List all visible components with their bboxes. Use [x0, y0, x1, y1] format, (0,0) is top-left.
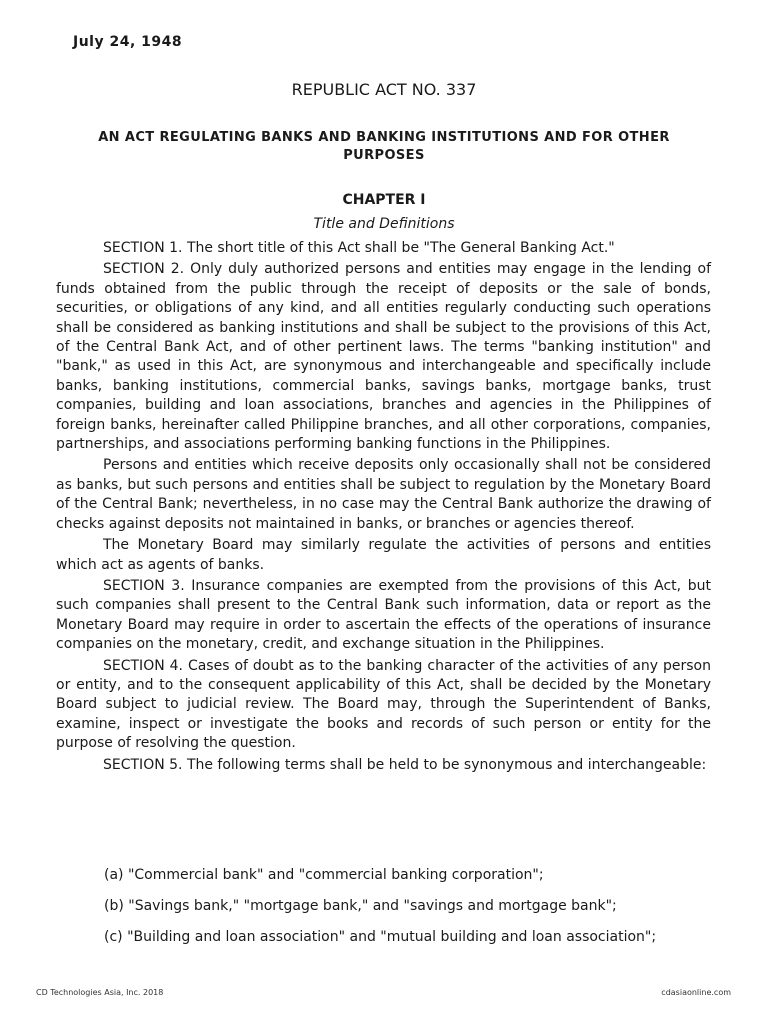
section-5-clauses	[104, 866, 675, 959]
chapter-subheading: Title and Definitions	[313, 216, 455, 232]
section-5: SECTION 5. The following terms shall be held to be synonymous and interchangeable:	[103, 756, 707, 773]
clause-a: (a) "Commercial bank" and "commercial banking corporation";	[104, 867, 544, 883]
section-4: SECTION 4. Cases of doubt as to the banking character of the activities of any person or entity, and to the consequent applicability of this Act, shall be decided by the Monetary Board subject to judicial review. The Board may, through the Superintendent of Banks, examine, inspect or investigate the books and records of such person or entity for the purpose of resolving the question.	[56, 657, 711, 752]
act-number: REPUBLIC ACT NO. 337	[291, 80, 477, 99]
act-title: AN ACT REGULATING BANKS AND BANKING INSTITUTIONS AND FOR OTHER PURPOSES	[98, 130, 670, 163]
section-2-paragraph-2: Persons and entities which receive deposits only occasionally shall not be considered as banks, but such persons and entities shall be subject to regulation by the Monetary Board of the Central Bank; nevertheless, in no case may the Central Bank authorize the drawing of checks against deposits not maintained in banks, or branches or agencies thereof.	[56, 457, 711, 532]
clause-c: (c) "Building and loan association" and "mutual building and loan association";	[104, 929, 657, 945]
chapter-heading: CHAPTER I	[342, 192, 426, 208]
document-body	[56, 239, 711, 777]
footer-publisher: CD Technologies Asia, Inc. 2018	[36, 988, 164, 997]
section-1: SECTION 1. The short title of this Act shall be "The General Banking Act."	[103, 240, 615, 256]
section-2: SECTION 2. Only duly authorized persons and entities may engage in the lending of funds obtained from the public through the receipt of deposits or the sale of bonds, securities, or obligations of any kind, and all entities regularly conducting such operations shall be considered as banking institutions and shall be subject to the provisions of this Act, of the Central Bank Act, and of other pertinent laws. The terms "banking institution" and "bank," as used in this Act, are synonymous and interchangeable and specifically include banks, banking institutions, commercial banks, savings banks, mortgage banks, trust companies, building and loan associations, branches and agencies in the Philippines of foreign banks, hereinafter called Philippine branches, and all other corporations, companies, partnerships, and associations performing banking functions in the Philippines.	[56, 261, 711, 453]
footer-website: cdasiaonline.com	[661, 988, 731, 997]
section-3: SECTION 3. Insurance companies are exempted from the provisions of this Act, but such companies shall present to the Central Bank such information, data or report as the Monetary Board may require in order to ascertain the effects of the operations of insurance companies on the monetary, credit, and exchange situation in the Philippines.	[56, 577, 711, 653]
document-date: July 24, 1948	[73, 34, 183, 50]
clause-b: (b) "Savings bank," "mortgage bank," and "savings and mortgage bank";	[104, 898, 617, 914]
section-2-paragraph-3: The Monetary Board may similarly regulate the activities of persons and entities which act as agents of banks.	[56, 537, 711, 573]
